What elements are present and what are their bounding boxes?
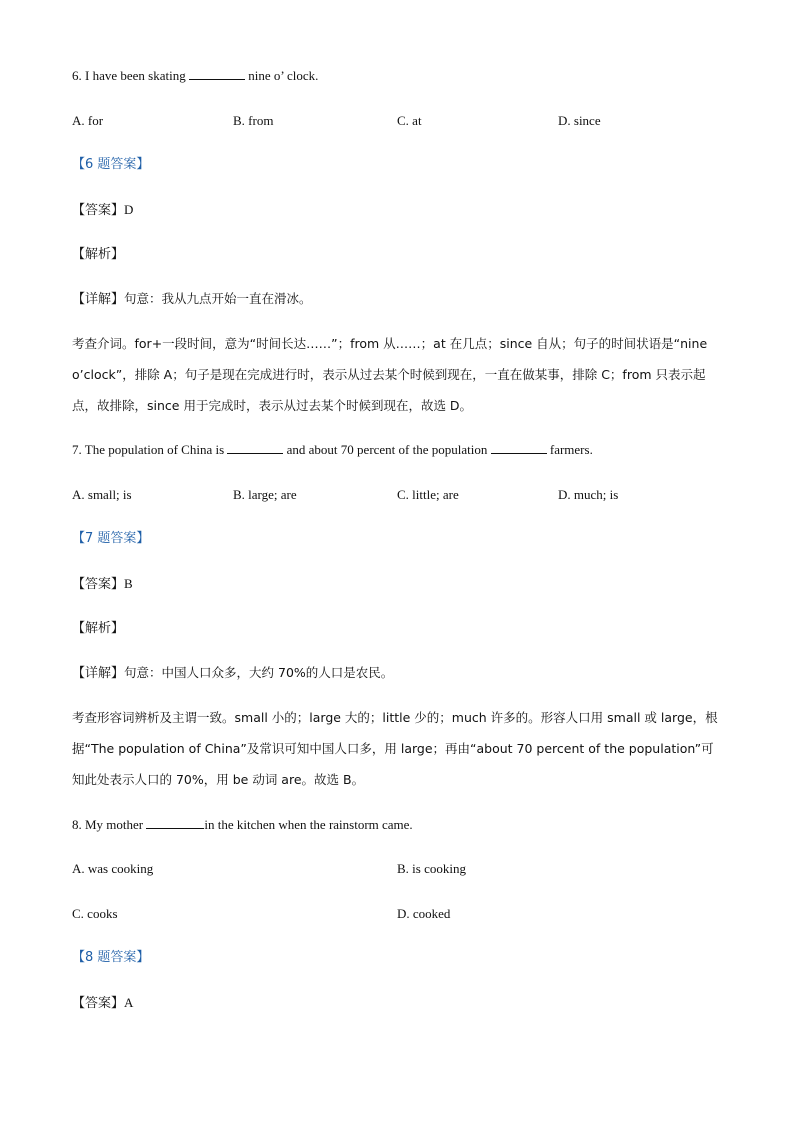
question-7-blank-1	[227, 441, 283, 454]
question-6-analysis-heading: 【解析】	[72, 247, 125, 262]
question-8-stem	[72, 816, 413, 834]
question-7-option-c: C. little; are	[397, 487, 459, 502]
question-7-answer-heading: 【7 题答案】	[72, 531, 150, 546]
question-6-option-b: B. from	[233, 113, 274, 128]
question-8-option-a: A. was cooking	[72, 861, 154, 876]
question-8-option-d: D. cooked	[397, 906, 451, 921]
answer-value: D	[124, 202, 134, 217]
question-6-option-c: C. at	[397, 113, 422, 128]
question-7-answer	[72, 575, 133, 594]
question-7-option-a: A. small; is	[72, 487, 132, 502]
question-7-stem	[72, 441, 593, 459]
detail-text: 句意：中国人口众多，大约 70%的人口是农民。	[124, 665, 394, 680]
question-6-stem	[72, 67, 318, 85]
question-6-detail	[72, 290, 312, 309]
question-7-detail	[72, 664, 393, 683]
detail-label: 【详解】	[72, 292, 125, 307]
question-7-option-b: B. large; are	[233, 487, 297, 502]
question-6-explanation: 考查介词。for+一段时间，意为“时间长达……”；from 从……；at 在几点；since 自从；句子的时间状语是“nine o’clock”，排除 A；句子是现在完成进行时，表示从过去某个时候到现在，一直在做某事，排除 C；from 只表示起点，故排除，since 用于完成时，表示从过去某个时候到现在，故选 D。	[72, 336, 708, 413]
detail-label: 【详解】	[72, 666, 125, 681]
question-7-analysis-heading: 【解析】	[72, 621, 125, 636]
question-7-blank-2	[491, 441, 547, 454]
answer-label: 【答案】	[72, 203, 125, 218]
question-6-text-after: nine o’ clock.	[244, 68, 319, 83]
question-8-answer-heading: 【8 题答案】	[72, 950, 150, 965]
question-7-text-part1: 7. The population of China is	[72, 442, 228, 457]
question-7-text-part3: farmers.	[546, 442, 593, 457]
question-8-option-c: C. cooks	[72, 906, 118, 921]
question-6-answer-heading: 【6 题答案】	[72, 157, 150, 172]
detail-text: 句意：我从九点开始一直在滑冰。	[124, 291, 312, 306]
question-6-text-before: 6. I have been skating	[72, 68, 189, 83]
question-8-option-b: B. is cooking	[397, 861, 466, 876]
answer-value: B	[124, 576, 133, 591]
question-7-option-d: D. much; is	[558, 487, 619, 502]
question-6-answer	[72, 201, 133, 220]
question-6-option-d: D. since	[558, 113, 601, 128]
question-7-text-part2: and about 70 percent of the population	[283, 442, 491, 457]
question-6-option-a: A. for	[72, 113, 104, 128]
question-8-text-before: 8. My mother	[72, 817, 147, 832]
answer-label: 【答案】	[72, 996, 125, 1011]
question-6-blank	[189, 67, 245, 80]
answer-label: 【答案】	[72, 577, 125, 592]
answer-value: A	[124, 995, 134, 1010]
question-8-text-after: in the kitchen when the rainstorm came.	[204, 817, 413, 832]
question-8-answer	[72, 994, 133, 1013]
question-7-explanation: 考查形容词辨析及主谓一致。small 小的；large 大的；little 少的；much 许多的。形容人口用 small 或 large，根据“The population of China”及常识可知中国人口多，用 large；再由“about 70 percent of the population”可知此处表示人口的 70%，用 be 动词 are。故选 B。	[72, 710, 718, 787]
question-8-blank	[146, 816, 204, 829]
